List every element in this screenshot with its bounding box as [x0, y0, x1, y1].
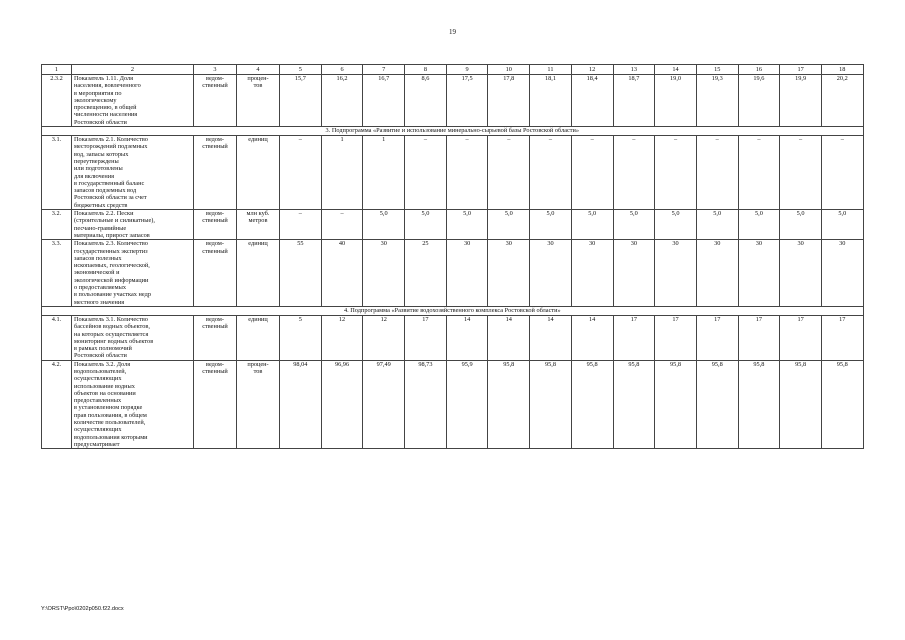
indicator-value: 95,8: [530, 360, 572, 449]
indicator-value: 5,0: [488, 210, 530, 240]
column-number-header: 1: [42, 65, 72, 75]
indicator-value: 30: [655, 240, 697, 307]
indicator-value: 17: [613, 315, 655, 360]
indicator-kind: ведом- ственный: [194, 136, 237, 210]
column-number-header: 10: [488, 65, 530, 75]
file-path-footer: Y:\ORST\Ppo\0202p050.f22.docx: [41, 606, 124, 612]
indicator-value: –: [446, 136, 488, 210]
indicator-value: 14: [571, 315, 613, 360]
indicator-name: Показатель 1.11. Доля населения, вовлеченного в мероприятия по экологическому просвещению, в общей численности населения Ростовской области: [72, 75, 194, 127]
subprogram-section-row: [42, 306, 864, 315]
column-number-header: 8: [405, 65, 447, 75]
indicator-value: 18,1: [530, 75, 572, 127]
indicator-name: Показатель 2.3. Количество государственных экспертиз запасов полезных ископаемых, геологической, экономической и экологической информации о предоставляемых в пользование участках недр местного значения: [72, 240, 194, 307]
subprogram-title: 4. Подпрограмма «Развитие водохозяйственного комплекса Ростовской области»: [42, 306, 864, 315]
indicator-row: [42, 240, 864, 307]
indicator-kind: ведом- ственный: [194, 210, 237, 240]
indicator-value: 16,2: [321, 75, 363, 127]
indicator-value: 1: [321, 136, 363, 210]
indicator-value: 30: [613, 240, 655, 307]
indicator-value: 8,6: [405, 75, 447, 127]
column-number-header: 18: [821, 65, 863, 75]
indicator-number: 3.1.: [42, 136, 72, 210]
indicator-value: 15,7: [280, 75, 322, 127]
indicator-value: 14: [530, 315, 572, 360]
indicator-value: –: [280, 136, 322, 210]
indicator-value: 30: [780, 240, 822, 307]
indicator-value: 12: [321, 315, 363, 360]
indicator-value: 30: [363, 240, 405, 307]
page-number: 19: [449, 28, 456, 36]
indicator-value: –: [738, 136, 780, 210]
indicator-kind: ведом- ственный: [194, 360, 237, 449]
column-number-header: 4: [237, 65, 280, 75]
indicator-value: 20,2: [821, 75, 863, 127]
indicator-value: 19,6: [738, 75, 780, 127]
indicator-value: 17: [655, 315, 697, 360]
indicator-number: 4.1.: [42, 315, 72, 360]
column-number-header: 12: [571, 65, 613, 75]
indicator-value: 25: [405, 240, 447, 307]
indicator-value: –: [613, 136, 655, 210]
indicator-value: 18,4: [571, 75, 613, 127]
indicator-value: 1: [363, 136, 405, 210]
indicator-value: 5,0: [446, 210, 488, 240]
indicator-value: –: [696, 136, 738, 210]
indicator-value: 30: [821, 240, 863, 307]
indicator-kind: ведом- ственный: [194, 75, 237, 127]
indicator-value: 5,0: [530, 210, 572, 240]
column-number-header: 17: [780, 65, 822, 75]
indicator-unit: процен- тов: [237, 360, 280, 449]
indicator-unit: единиц: [237, 240, 280, 307]
indicator-value: 17: [405, 315, 447, 360]
indicators-table: [41, 64, 864, 449]
indicator-row: [42, 75, 864, 127]
indicator-value: 96,96: [321, 360, 363, 449]
indicator-value: 5,0: [780, 210, 822, 240]
indicator-value: 19,9: [780, 75, 822, 127]
indicator-value: –: [571, 136, 613, 210]
indicator-value: 5,0: [571, 210, 613, 240]
indicator-value: 30: [488, 240, 530, 307]
indicator-row: [42, 136, 864, 210]
indicator-value: 95,8: [488, 360, 530, 449]
indicator-value: 5,0: [655, 210, 697, 240]
column-number-header: 13: [613, 65, 655, 75]
column-number-header: 6: [321, 65, 363, 75]
indicator-value: –: [780, 136, 822, 210]
indicator-value: 95,8: [821, 360, 863, 449]
indicator-value: 30: [446, 240, 488, 307]
indicator-row: [42, 360, 864, 449]
indicator-value: 98,04: [280, 360, 322, 449]
column-number-header: 2: [72, 65, 194, 75]
indicator-value: 95,8: [738, 360, 780, 449]
indicator-name: Показатель 2.1. Количество месторождений подземных вод, запасы которых переутверждены или подготовлены для включения в государственный баланс запасов подземных вод Ростовской области за счет бюджетных средств: [72, 136, 194, 210]
indicator-value: 14: [488, 315, 530, 360]
indicator-number: 4.2.: [42, 360, 72, 449]
indicator-value: 17: [696, 315, 738, 360]
indicator-row: [42, 210, 864, 240]
indicator-value: 19,3: [696, 75, 738, 127]
indicator-value: 14: [446, 315, 488, 360]
indicator-value: 16,7: [363, 75, 405, 127]
column-number-header: 9: [446, 65, 488, 75]
column-number-header: 3: [194, 65, 237, 75]
indicator-value: –: [321, 210, 363, 240]
indicator-kind: ведом- ственный: [194, 240, 237, 307]
indicator-value: 30: [696, 240, 738, 307]
indicator-value: 95,8: [571, 360, 613, 449]
indicators-table-body: [42, 65, 864, 449]
indicator-value: –: [280, 210, 322, 240]
indicator-name: Показатель 3.2. Доля водопользователей, осуществляющих использование водных объектов на основании предоставленных в установленном порядке прав пользования, в общем количестве пользователей, осуществляющих водопользования которыми предусматривает: [72, 360, 194, 449]
indicator-value: 5,0: [696, 210, 738, 240]
indicator-value: 17: [780, 315, 822, 360]
indicator-value: 17: [821, 315, 863, 360]
indicator-number: 3.2.: [42, 210, 72, 240]
indicator-value: 95,8: [696, 360, 738, 449]
indicator-value: 5,0: [613, 210, 655, 240]
indicator-value: 19,0: [655, 75, 697, 127]
indicator-value: 5,0: [738, 210, 780, 240]
indicator-number: 2.3.2: [42, 75, 72, 127]
indicator-value: 17,5: [446, 75, 488, 127]
indicator-value: 17,8: [488, 75, 530, 127]
indicator-unit: единиц: [237, 315, 280, 360]
indicator-name: Показатель 2.2. Пески (строительные и силикатные), песчано-гравийные материалы, прирост запасов: [72, 210, 194, 240]
indicator-value: –: [655, 136, 697, 210]
column-number-header: 5: [280, 65, 322, 75]
indicator-value: 40: [321, 240, 363, 307]
indicator-unit: единиц: [237, 136, 280, 210]
indicator-value: –: [821, 136, 863, 210]
subprogram-section-row: [42, 127, 864, 136]
indicator-value: 5,0: [363, 210, 405, 240]
indicator-value: –: [405, 136, 447, 210]
column-number-header: 14: [655, 65, 697, 75]
indicator-value: 12: [363, 315, 405, 360]
indicator-name: Показатель 3.1. Количество бассейнов водных объектов, на которых осуществляется мониторинг водных объектов в рамках полномочий Ростовской области: [72, 315, 194, 360]
indicator-value: 95,8: [655, 360, 697, 449]
indicator-value: –: [488, 136, 530, 210]
column-number-header: 16: [738, 65, 780, 75]
indicator-value: 5: [280, 315, 322, 360]
indicator-value: 30: [530, 240, 572, 307]
table-header-row: [42, 65, 864, 75]
indicator-value: 95,9: [446, 360, 488, 449]
indicator-value: 30: [738, 240, 780, 307]
indicator-value: –: [530, 136, 572, 210]
indicator-number: 3.3.: [42, 240, 72, 307]
indicator-value: 18,7: [613, 75, 655, 127]
indicator-value: 5,0: [405, 210, 447, 240]
indicator-value: 95,8: [780, 360, 822, 449]
indicator-unit: процен- тов: [237, 75, 280, 127]
column-number-header: 7: [363, 65, 405, 75]
indicator-value: 30: [571, 240, 613, 307]
indicator-value: 95,8: [613, 360, 655, 449]
indicator-value: 17: [738, 315, 780, 360]
indicator-value: 97,49: [363, 360, 405, 449]
column-number-header: 11: [530, 65, 572, 75]
column-number-header: 15: [696, 65, 738, 75]
subprogram-title: 3. Подпрограмма «Развитие и использование минерально-сырьевой базы Ростовской области»: [42, 127, 864, 136]
indicator-value: 98,73: [405, 360, 447, 449]
indicator-value: 5,0: [821, 210, 863, 240]
indicator-kind: ведом- ственный: [194, 315, 237, 360]
indicator-value: 55: [280, 240, 322, 307]
indicator-row: [42, 315, 864, 360]
indicator-unit: млн куб. метров: [237, 210, 280, 240]
